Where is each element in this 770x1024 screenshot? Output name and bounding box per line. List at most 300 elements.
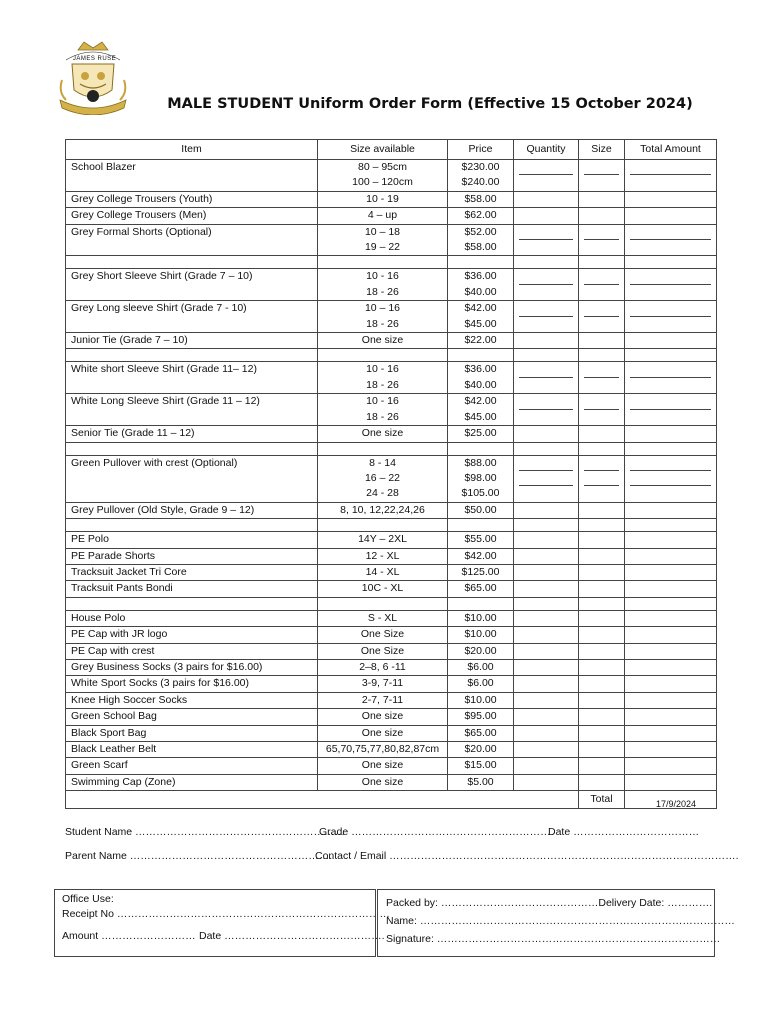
separator-cell <box>318 442 448 455</box>
quantity-input[interactable] <box>519 486 573 501</box>
size-input[interactable] <box>584 676 619 691</box>
size-available-line: 10 - 19 <box>366 192 399 205</box>
item-cell <box>66 643 318 659</box>
item-cell <box>66 455 318 502</box>
size-input[interactable] <box>584 285 619 300</box>
size-cell <box>579 659 625 675</box>
total-amount-cell <box>625 160 717 192</box>
total-amount-cell <box>625 269 717 301</box>
item-cell <box>66 301 318 333</box>
size-available-line: One Size <box>360 644 405 657</box>
item-line: Green Scarf <box>71 759 128 772</box>
header-price: Price <box>448 140 514 160</box>
size-input[interactable] <box>584 269 619 284</box>
item-cell <box>66 610 318 626</box>
table-row <box>66 208 717 224</box>
item-line: PE Cap with JR logo <box>71 628 168 641</box>
size-available-cell <box>318 709 448 725</box>
total-amount-input[interactable] <box>630 565 711 580</box>
student-name-field[interactable]: Student Name …………………………………………………… <box>65 826 346 838</box>
price-line: $6.00 <box>467 660 494 673</box>
size-input[interactable] <box>584 394 619 409</box>
price-line: $10.00 <box>464 693 497 706</box>
size-input[interactable] <box>584 378 619 393</box>
total-amount-cell <box>625 362 717 394</box>
size-cell <box>579 455 625 502</box>
separator-row <box>66 349 717 362</box>
item-line: PE Polo <box>71 533 109 546</box>
size-available-line: One size <box>361 759 404 772</box>
size-available-cell <box>318 301 448 333</box>
total-amount-cell <box>625 224 717 256</box>
total-amount-input[interactable] <box>630 503 711 518</box>
table-row <box>66 301 717 333</box>
item-line: Grey Short Sleeve Shirt (Grade 7 – 10) <box>71 270 253 283</box>
table-row <box>66 333 717 349</box>
price-cell <box>448 774 514 790</box>
size-input[interactable] <box>584 410 619 425</box>
size-available-line: 12 - XL <box>365 549 400 562</box>
total-amount-input[interactable] <box>630 301 711 316</box>
table-row <box>66 610 717 626</box>
quantity-input[interactable] <box>519 644 573 659</box>
item-line: Tracksuit Jacket Tri Core <box>71 565 187 578</box>
size-available-line: 18 - 26 <box>366 378 399 391</box>
quantity-input[interactable] <box>519 240 573 255</box>
size-input[interactable] <box>584 726 619 741</box>
size-input[interactable] <box>584 693 619 708</box>
size-available-cell <box>318 659 448 675</box>
size-available-line: 8 - 14 <box>369 456 396 469</box>
quantity-cell <box>514 269 579 301</box>
total-amount-input[interactable] <box>630 532 711 547</box>
size-cell <box>579 709 625 725</box>
quantity-input[interactable] <box>519 362 573 377</box>
quantity-input[interactable] <box>519 301 573 316</box>
item-line: Black Leather Belt <box>71 743 157 755</box>
size-input[interactable] <box>584 301 619 316</box>
quantity-cell <box>514 643 579 659</box>
total-amount-cell <box>625 709 717 725</box>
size-available-line: One size <box>361 334 404 347</box>
item-line: Grey College Trousers (Men) <box>71 209 207 222</box>
separator-row <box>66 256 717 269</box>
price-cell <box>448 659 514 675</box>
item-line: White Sport Socks (3 pairs for $16.00) <box>71 677 249 690</box>
total-amount-input[interactable] <box>630 486 711 501</box>
total-amount-input[interactable] <box>630 456 711 471</box>
size-input[interactable] <box>584 775 619 790</box>
quantity-input[interactable] <box>519 693 573 708</box>
size-available-cell <box>318 191 448 207</box>
separator-cell <box>448 442 514 455</box>
price-line: $22.00 <box>464 334 497 347</box>
size-available-cell <box>318 426 448 442</box>
item-line: Grey Pullover (Old Style, Grade 9 – 12) <box>71 503 255 516</box>
packed-by-field[interactable]: Packed by: ………………………………………Delivery Date: …………. <box>386 897 713 909</box>
quantity-input[interactable] <box>519 676 573 691</box>
size-input[interactable] <box>584 240 619 255</box>
table-row <box>66 659 717 675</box>
table-row <box>66 455 717 502</box>
quantity-input[interactable] <box>519 758 573 773</box>
total-label: Total <box>579 791 625 809</box>
price-cell <box>448 394 514 426</box>
name-field[interactable]: Name: ……………………………………………………………………………… <box>386 915 735 927</box>
total-amount-cell <box>625 627 717 643</box>
size-available-cell <box>318 333 448 349</box>
table-header-row <box>66 140 717 160</box>
size-available-line: 19 – 22 <box>364 241 401 254</box>
size-cell <box>579 610 625 626</box>
quantity-input[interactable] <box>519 208 573 223</box>
separator-cell <box>318 349 448 362</box>
size-cell <box>579 532 625 548</box>
signature-field[interactable]: Signature: ……………………………………………………………………… <box>386 933 721 945</box>
size-available-line: 2-7, 7-11 <box>361 693 404 706</box>
total-amount-input[interactable] <box>630 775 711 790</box>
price-line: $125.00 <box>461 565 500 578</box>
separator-row <box>66 442 717 455</box>
quantity-input[interactable] <box>519 532 573 547</box>
size-input[interactable] <box>584 627 619 642</box>
separator-cell <box>66 597 318 610</box>
receipt-no-field[interactable]: Receipt No …………………………………………………………………… <box>62 908 390 920</box>
table-row <box>66 692 717 708</box>
item-cell <box>66 692 318 708</box>
price-cell <box>448 224 514 256</box>
table-row <box>66 426 717 442</box>
separator-cell <box>318 256 448 269</box>
packing-box <box>377 889 735 957</box>
size-input[interactable] <box>584 644 619 659</box>
size-input[interactable] <box>584 208 619 223</box>
size-input[interactable] <box>584 333 619 348</box>
size-input[interactable] <box>584 426 619 441</box>
total-amount-input[interactable] <box>630 317 711 332</box>
quantity-input[interactable] <box>519 426 573 441</box>
size-input[interactable] <box>584 742 619 757</box>
total-amount-input[interactable] <box>630 410 711 425</box>
total-amount-input[interactable] <box>630 726 711 741</box>
size-available-cell <box>318 362 448 394</box>
quantity-cell <box>514 548 579 564</box>
total-amount-input[interactable] <box>630 362 711 377</box>
price-line: $36.00 <box>464 363 497 376</box>
price-cell <box>448 627 514 643</box>
separator-cell <box>318 519 448 532</box>
size-cell <box>579 160 625 192</box>
total-amount-input[interactable] <box>630 269 711 284</box>
size-input[interactable] <box>584 581 619 596</box>
price-line: $40.00 <box>464 378 497 391</box>
item-cell <box>66 758 318 774</box>
size-available-cell <box>318 581 448 597</box>
total-amount-input[interactable] <box>630 240 711 255</box>
total-amount-input[interactable] <box>630 160 711 175</box>
total-amount-cell <box>625 725 717 741</box>
quantity-input[interactable] <box>519 627 573 642</box>
quantity-input[interactable] <box>519 333 573 348</box>
size-available-line: 65,70,75,77,80,82,87cm <box>325 743 440 755</box>
total-amount-cell <box>625 676 717 692</box>
quantity-input[interactable] <box>519 709 573 724</box>
separator-row <box>66 597 717 610</box>
size-input[interactable] <box>584 192 619 207</box>
total-amount-input[interactable] <box>630 660 711 675</box>
size-available-line: 2–8, 6 -11 <box>359 660 406 673</box>
item-line: Grey Long sleeve Shirt (Grade 7 - 10) <box>71 302 247 315</box>
separator-cell <box>448 597 514 610</box>
size-input[interactable] <box>584 611 619 626</box>
separator-cell <box>625 597 717 610</box>
quantity-input[interactable] <box>519 565 573 580</box>
quantity-input[interactable] <box>519 175 573 190</box>
size-input[interactable] <box>584 549 619 564</box>
total-amount-cell <box>625 610 717 626</box>
total-amount-input[interactable] <box>630 208 711 223</box>
total-amount-input[interactable] <box>630 333 711 348</box>
total-amount-cell <box>625 643 717 659</box>
item-cell <box>66 564 318 580</box>
quantity-input[interactable] <box>519 225 573 240</box>
item-cell <box>66 548 318 564</box>
date-field[interactable]: Date ……………………………… <box>548 826 700 838</box>
total-amount-input[interactable] <box>630 742 711 757</box>
size-available-cell <box>318 548 448 564</box>
quantity-cell <box>514 224 579 256</box>
quantity-input[interactable] <box>519 394 573 409</box>
total-amount-input[interactable] <box>630 758 711 773</box>
size-input[interactable] <box>584 503 619 518</box>
size-input[interactable] <box>584 709 619 724</box>
table-row <box>66 394 717 426</box>
header-item: Item <box>66 140 318 160</box>
total-amount-input[interactable] <box>630 709 711 724</box>
size-available-cell <box>318 269 448 301</box>
total-amount-cell <box>625 532 717 548</box>
table-row <box>66 532 717 548</box>
item-line: Grey College Trousers (Youth) <box>71 192 213 205</box>
quantity-input[interactable] <box>519 269 573 284</box>
size-available-line: 10 – 16 <box>364 302 401 315</box>
price-cell <box>448 581 514 597</box>
size-available-cell <box>318 455 448 502</box>
size-available-cell <box>318 758 448 774</box>
price-line: $55.00 <box>464 533 497 546</box>
separator-cell <box>66 256 318 269</box>
parent-name-field[interactable]: Parent Name …………………………………………………. <box>65 850 333 862</box>
size-cell <box>579 676 625 692</box>
item-line: Senior Tie (Grade 11 – 12) <box>71 427 195 440</box>
total-amount-cell <box>625 426 717 442</box>
quantity-input[interactable] <box>519 742 573 757</box>
size-available-line: 10 - 16 <box>366 363 399 376</box>
total-amount-input[interactable] <box>630 471 711 486</box>
size-available-line: 10C - XL <box>361 582 404 595</box>
size-input[interactable] <box>584 225 619 240</box>
size-input[interactable] <box>584 660 619 675</box>
separator-cell <box>579 597 625 610</box>
item-cell <box>66 676 318 692</box>
size-input[interactable] <box>584 456 619 471</box>
quantity-input[interactable] <box>519 503 573 518</box>
item-cell <box>66 191 318 207</box>
item-line <box>71 471 312 486</box>
item-cell <box>66 627 318 643</box>
header-size: Size <box>579 140 625 160</box>
size-input[interactable] <box>584 565 619 580</box>
separator-cell <box>448 256 514 269</box>
total-amount-cell <box>625 659 717 675</box>
quantity-cell <box>514 532 579 548</box>
size-available-line: One size <box>361 710 404 723</box>
separator-cell <box>514 519 579 532</box>
size-input[interactable] <box>584 471 619 486</box>
size-input[interactable] <box>584 532 619 547</box>
item-cell <box>66 581 318 597</box>
size-available-cell <box>318 394 448 426</box>
size-cell <box>579 742 625 758</box>
size-input[interactable] <box>584 486 619 501</box>
quantity-input[interactable] <box>519 285 573 300</box>
quantity-cell <box>514 581 579 597</box>
price-line: $15.00 <box>464 759 497 772</box>
quantity-cell <box>514 627 579 643</box>
total-amount-input[interactable] <box>630 225 711 240</box>
item-cell <box>66 659 318 675</box>
price-cell <box>448 455 514 502</box>
quantity-cell <box>514 564 579 580</box>
size-input[interactable] <box>584 317 619 332</box>
size-cell <box>579 333 625 349</box>
item-line <box>71 175 312 190</box>
total-amount-input[interactable] <box>630 581 711 596</box>
total-amount-input[interactable] <box>630 394 711 409</box>
quantity-input[interactable] <box>519 611 573 626</box>
separator-cell <box>66 349 318 362</box>
size-input[interactable] <box>584 175 619 190</box>
size-input[interactable] <box>584 160 619 175</box>
size-available-line: 14 - XL <box>365 565 400 578</box>
quantity-input[interactable] <box>519 378 573 393</box>
size-cell <box>579 362 625 394</box>
item-line: White Long Sleeve Shirt (Grade 11 – 12) <box>71 395 260 408</box>
item-line: Swimming Cap (Zone) <box>71 775 176 788</box>
size-available-line: 80 – 95cm <box>357 161 408 173</box>
order-table <box>65 139 717 809</box>
size-available-line: 10 – 18 <box>364 225 401 238</box>
quantity-input[interactable] <box>519 192 573 207</box>
quantity-input[interactable] <box>519 471 573 486</box>
price-line: $42.00 <box>464 395 497 408</box>
size-available-cell <box>318 564 448 580</box>
total-amount-input[interactable] <box>630 175 711 190</box>
size-available-cell <box>318 160 448 192</box>
size-available-cell <box>318 502 448 518</box>
quantity-input[interactable] <box>519 456 573 471</box>
total-amount-input[interactable] <box>630 285 711 300</box>
total-amount-input[interactable] <box>630 693 711 708</box>
price-cell <box>448 676 514 692</box>
size-available-line: One Size <box>360 628 405 641</box>
total-amount-input[interactable] <box>630 549 711 564</box>
size-cell <box>579 627 625 643</box>
quantity-input[interactable] <box>519 160 573 175</box>
price-cell <box>448 643 514 659</box>
size-input[interactable] <box>584 758 619 773</box>
quantity-cell <box>514 301 579 333</box>
price-line: $230.00 <box>461 161 500 173</box>
total-amount-input[interactable] <box>630 192 711 207</box>
size-cell <box>579 208 625 224</box>
separator-cell <box>579 442 625 455</box>
amount-field[interactable]: Amount ……………………… <box>62 930 196 942</box>
size-cell <box>579 191 625 207</box>
total-amount-input[interactable] <box>630 426 711 441</box>
contact-email-field[interactable]: Contact / Email ………………………………………………………………………………………. <box>315 850 739 862</box>
item-cell <box>66 224 318 256</box>
grade-field[interactable]: Grade ………………………………………………… <box>319 826 551 838</box>
size-input[interactable] <box>584 362 619 377</box>
item-line: Junior Tie (Grade 7 – 10) <box>71 334 188 347</box>
quantity-input[interactable] <box>519 660 573 675</box>
separator-cell <box>579 349 625 362</box>
office-date-field[interactable]: Date ………………………………………. <box>199 930 385 942</box>
quantity-cell <box>514 742 579 758</box>
item-cell <box>66 269 318 301</box>
price-line: $65.00 <box>464 726 497 739</box>
price-cell <box>448 548 514 564</box>
price-line: $5.00 <box>467 775 494 788</box>
item-line: Green School Bag <box>71 710 157 723</box>
total-amount-input[interactable] <box>630 676 711 691</box>
item-line: Tracksuit Pants Bondi <box>71 582 173 595</box>
total-amount-cell <box>625 692 717 708</box>
item-line <box>71 486 312 501</box>
total-amount-input[interactable] <box>630 644 711 659</box>
quantity-input[interactable] <box>519 726 573 741</box>
quantity-input[interactable] <box>519 549 573 564</box>
price-line: $240.00 <box>461 176 500 189</box>
quantity-cell <box>514 333 579 349</box>
total-amount-cell <box>625 455 717 502</box>
quantity-input[interactable] <box>519 581 573 596</box>
item-cell <box>66 426 318 442</box>
item-cell <box>66 333 318 349</box>
size-available-line: 18 - 26 <box>366 410 399 423</box>
quantity-cell <box>514 610 579 626</box>
size-cell <box>579 774 625 790</box>
quantity-cell <box>514 725 579 741</box>
table-row <box>66 627 717 643</box>
price-cell <box>448 564 514 580</box>
table-row <box>66 774 717 790</box>
quantity-input[interactable] <box>519 775 573 790</box>
item-cell <box>66 774 318 790</box>
item-line: PE Cap with crest <box>71 644 155 657</box>
total-amount-input[interactable] <box>630 378 711 393</box>
price-line: $36.00 <box>464 270 497 283</box>
quantity-input[interactable] <box>519 410 573 425</box>
table-row <box>66 758 717 774</box>
item-cell <box>66 208 318 224</box>
total-amount-input[interactable] <box>630 627 711 642</box>
quantity-input[interactable] <box>519 317 573 332</box>
total-amount-input[interactable] <box>630 611 711 626</box>
price-line: $42.00 <box>464 549 497 562</box>
table-row <box>66 564 717 580</box>
